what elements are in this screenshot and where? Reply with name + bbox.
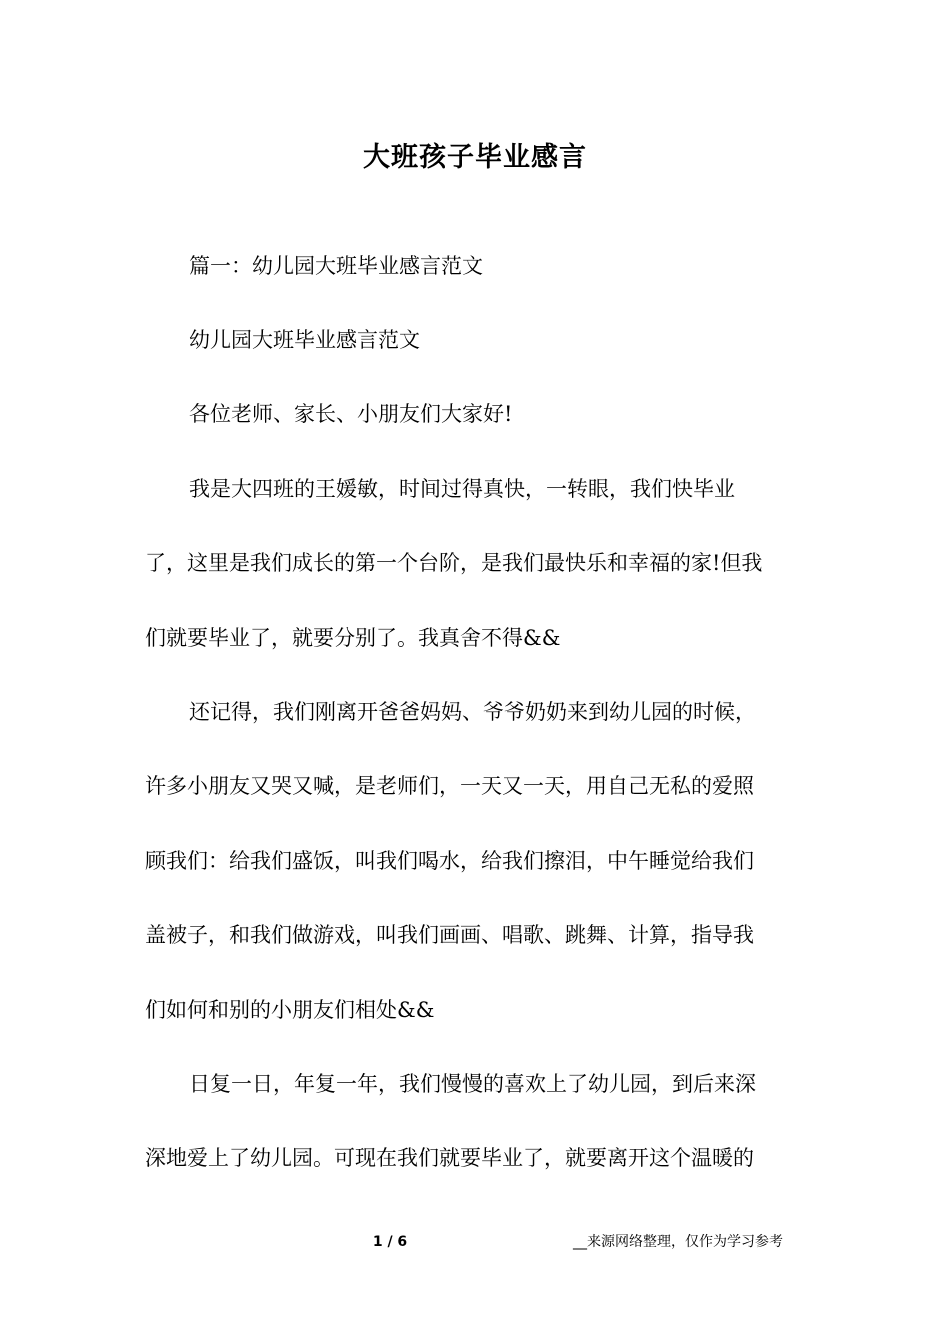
page-indicator: 1 / 6: [372, 1234, 408, 1250]
paragraph-line: 盖被子，和我们做游戏，叫我们画画、唱歌、跳舞、计算，指导我: [145, 923, 754, 947]
paragraph-line: 还记得，我们刚离开爸爸妈妈、爷爷奶奶来到幼儿园的时候，: [189, 700, 756, 724]
paragraph-line: 们如何和别的小朋友们相处&&: [145, 998, 435, 1022]
paragraph-line: 了，这里是我们成长的第一个台阶，是我们最快乐和幸福的家!但我: [145, 551, 763, 575]
paragraph-line: 们就要毕业了，就要分别了。我真舍不得&&: [145, 626, 561, 650]
paragraph-line: 各位老师、家长、小朋友们大家好!: [189, 402, 513, 426]
document-title: 大班孩子毕业感言: [363, 142, 587, 173]
paragraph-line: 日复一日，年复一年，我们慢慢的喜欢上了幼儿园，到后来深: [189, 1072, 756, 1096]
source-note: __来源网络整理，仅作为学习参考: [573, 1234, 783, 1250]
paragraph-line: 深地爱上了幼儿园。可现在我们就要毕业了，就要离开这个温暖的: [145, 1146, 754, 1170]
paragraph-line: 许多小朋友又哭又喊，是老师们，一天又一天，用自己无私的爱照: [145, 774, 754, 798]
paragraph-line: 顾我们：给我们盛饭，叫我们喝水，给我们擦泪，中午睡觉给我们: [145, 849, 754, 873]
paragraph-line: 篇一：幼儿园大班毕业感言范文: [189, 254, 483, 278]
paragraph-line: 幼儿园大班毕业感言范文: [189, 328, 420, 352]
paragraph-line: 我是大四班的王媛敏，时间过得真快，一转眼，我们快毕业: [189, 477, 735, 501]
